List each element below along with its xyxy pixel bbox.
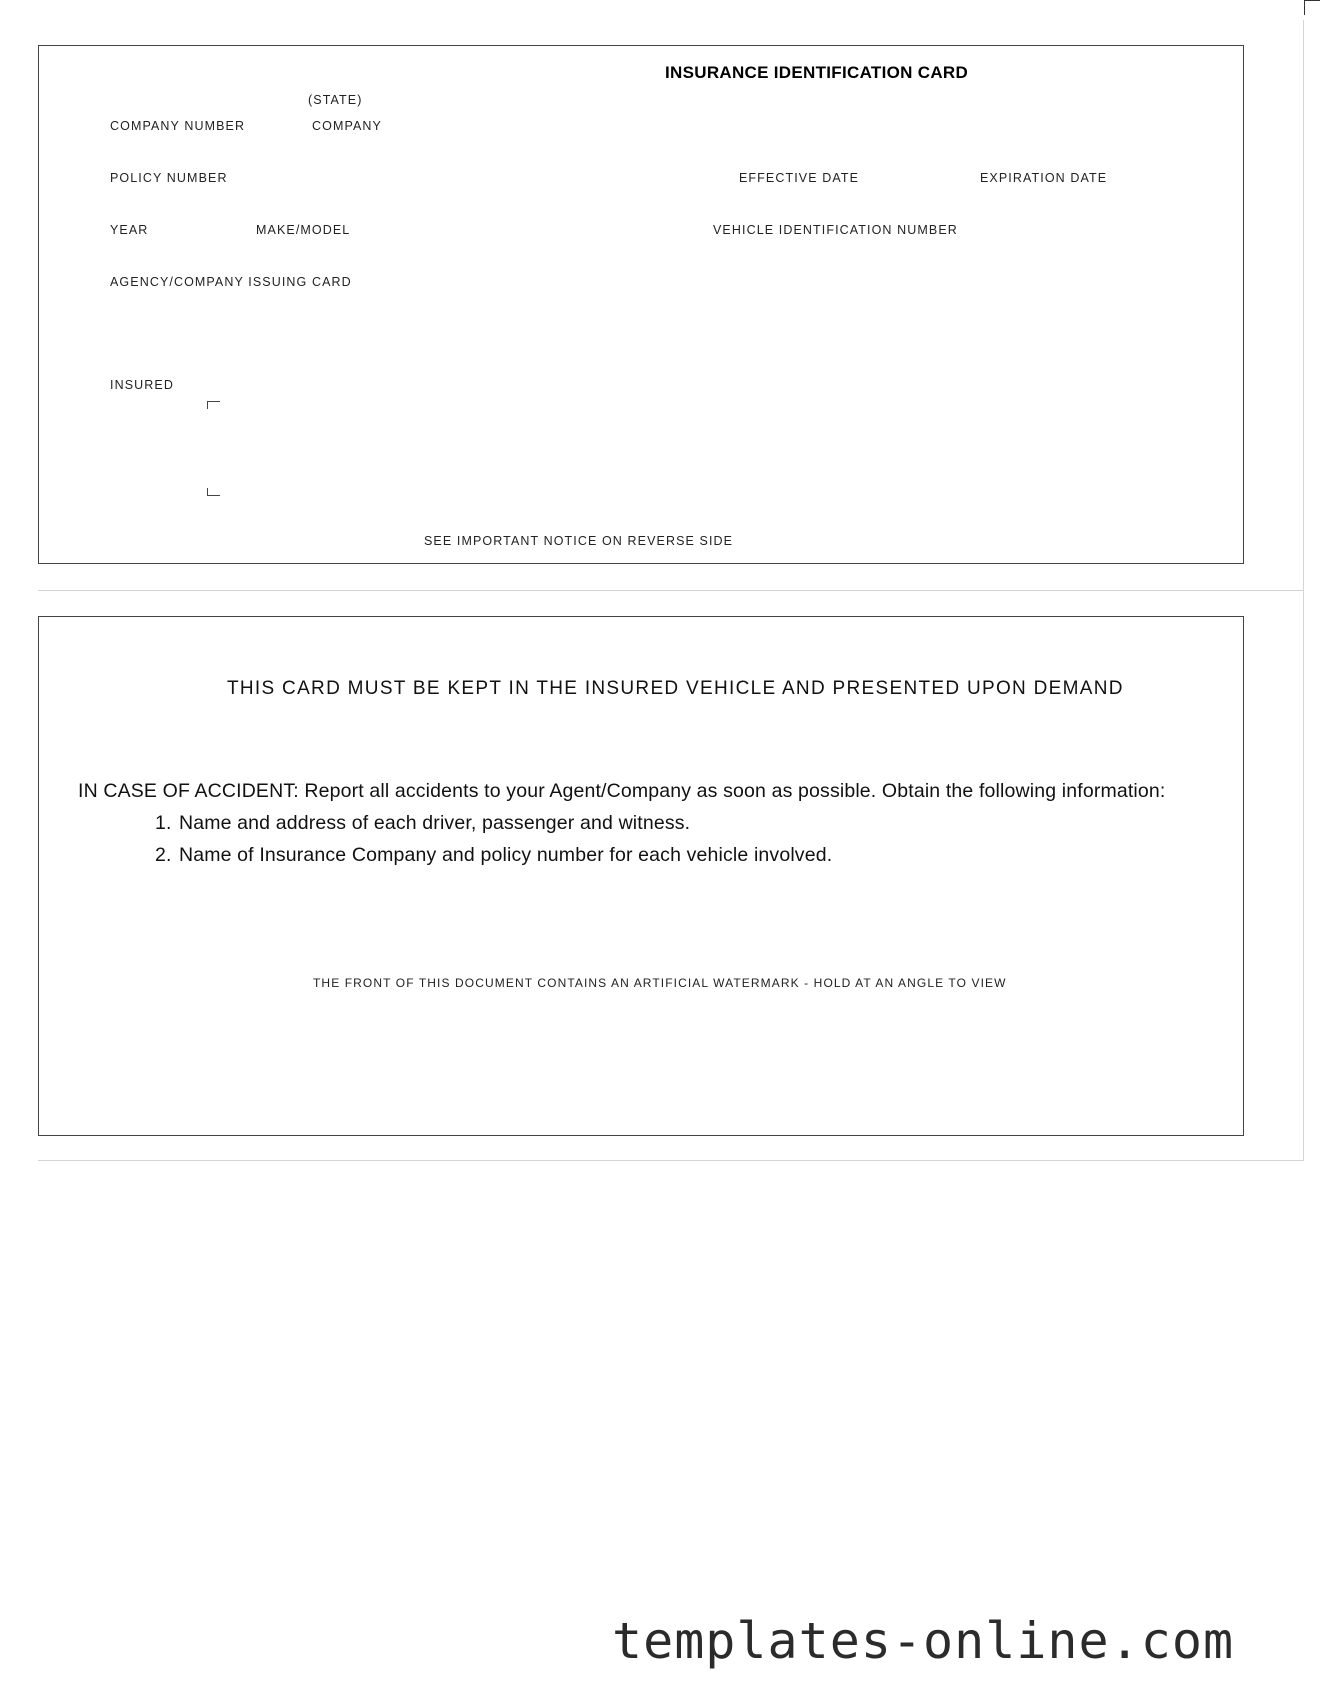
insured-bracket-top xyxy=(207,401,220,409)
accident-list-number-1: 1. xyxy=(155,812,172,834)
effective-date-label: EFFECTIVE DATE xyxy=(739,171,860,185)
page-bottom-line xyxy=(38,1160,1304,1161)
company-label: COMPANY xyxy=(312,119,382,133)
card-separator-line xyxy=(38,590,1304,591)
page-corner-mark xyxy=(1304,0,1320,15)
accident-list-item-2: Name of Insurance Company and policy number for each vehicle involved. xyxy=(179,844,833,866)
year-label: YEAR xyxy=(110,223,149,237)
accident-list-number-2: 2. xyxy=(155,844,172,866)
reverse-notice: SEE IMPORTANT NOTICE ON REVERSE SIDE xyxy=(424,534,734,548)
insured-label: INSURED xyxy=(110,378,174,392)
vin-label: VEHICLE IDENTIFICATION NUMBER xyxy=(713,223,958,237)
agency-label: AGENCY/COMPANY ISSUING CARD xyxy=(110,275,352,289)
state-label: (STATE) xyxy=(308,93,363,107)
demand-notice: THIS CARD MUST BE KEPT IN THE INSURED VEHICLE AND PRESENTED UPON DEMAND xyxy=(227,678,1124,699)
accident-list-item-1: Name and address of each driver, passenger and witness. xyxy=(179,812,691,834)
watermark-note: THE FRONT OF THIS DOCUMENT CONTAINS AN ARTIFICIAL WATERMARK - HOLD AT AN ANGLE TO VIEW xyxy=(313,976,1007,990)
expiration-date-label: EXPIRATION DATE xyxy=(980,171,1108,185)
accident-instructions: IN CASE OF ACCIDENT: Report all accidents to your Agent/Company as soon as possible. Obtain the following information: xyxy=(78,780,1166,802)
insured-bracket-bottom xyxy=(207,488,220,496)
make-model-label: MAKE/MODEL xyxy=(256,223,351,237)
site-watermark: templates-online.com xyxy=(612,1612,1235,1670)
card-title: INSURANCE IDENTIFICATION CARD xyxy=(665,63,969,82)
company-number-label: COMPANY NUMBER xyxy=(110,119,246,133)
policy-number-label: POLICY NUMBER xyxy=(110,171,228,185)
